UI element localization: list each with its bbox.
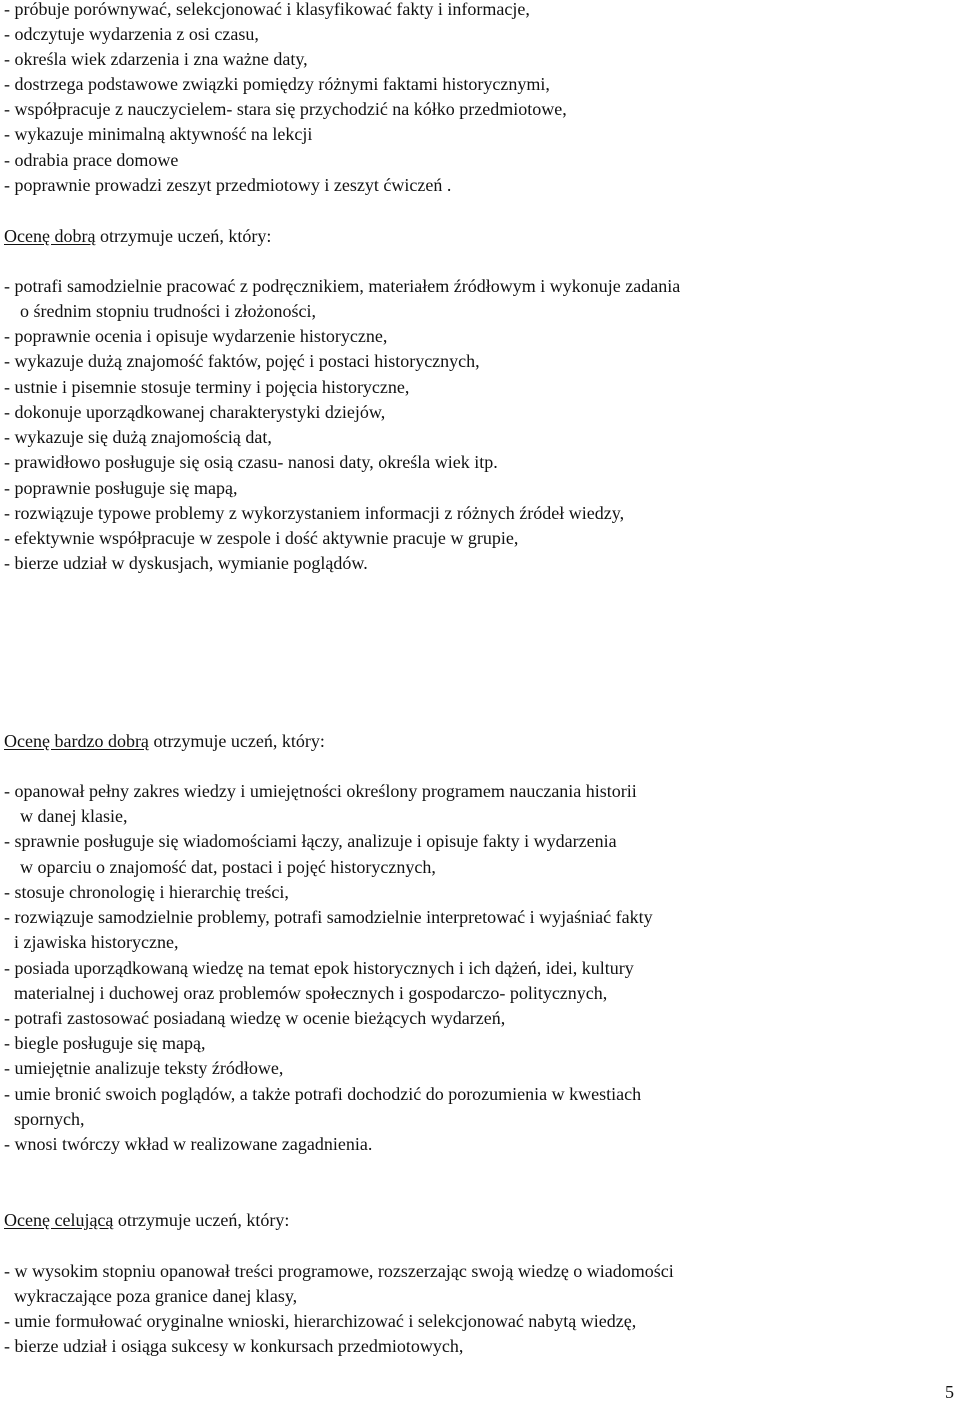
- list-item: - wykazuje dużą znajomość faktów, pojęć i postaci historycznych,: [4, 351, 480, 371]
- list-item: - potrafi samodzielnie pracować z podręcznikiem, materiałem źródłowym i wykonuje zadania: [4, 276, 681, 296]
- list-item-continuation: w oparciu o znajomość dat, postaci i pojęć historycznych,: [20, 857, 436, 877]
- list-item: - w wysokim stopniu opanował treści programowe, rozszerzając swoją wiedzę o wiadomości: [4, 1261, 674, 1281]
- list-item: - próbuje porównywać, selekcjonować i klasyfikować fakty i informacje,: [4, 0, 530, 19]
- list-item: - odrabia prace domowe: [4, 150, 179, 170]
- list-item: - prawidłowo posługuje się osią czasu- nanosi daty, określa wiek itp.: [4, 452, 498, 472]
- list-item: - bierze udział w dyskusjach, wymianie poglądów.: [4, 553, 368, 573]
- list-item: - opanował pełny zakres wiedzy i umiejętności określony programem nauczania historii: [4, 781, 637, 801]
- page-number: 5: [945, 1382, 954, 1402]
- list-item: - odczytuje wydarzenia z osi czasu,: [4, 24, 259, 44]
- list-item-continuation: w danej klasie,: [20, 806, 128, 826]
- list-item: - stosuje chronologię i hierarchię treści,: [4, 882, 289, 902]
- list-item-continuation: wykraczające poza granice danej klasy,: [14, 1286, 298, 1306]
- list-item-continuation: materialnej i duchowej oraz problemów społecznych i gospodarczo- politycznych,: [14, 983, 608, 1003]
- list-item: - poprawnie ocenia i opisuje wydarzenie historyczne,: [4, 326, 388, 346]
- list-item: - umiejętnie analizuje teksty źródłowe,: [4, 1058, 284, 1078]
- list-item: - rozwiązuje typowe problemy z wykorzystaniem informacji z różnych źródeł wiedzy,: [4, 503, 625, 523]
- list-item: - efektywnie współpracuje w zespole i dość aktywnie pracuje w grupie,: [4, 528, 519, 548]
- list-item-continuation: o średnim stopniu trudności i złożoności,: [20, 301, 316, 321]
- list-item: - wnosi twórczy wkład w realizowane zagadnienia.: [4, 1134, 373, 1154]
- list-item: - ustnie i pisemnie stosuje terminy i pojęcia historyczne,: [4, 377, 410, 397]
- heading-rest: otrzymuje uczeń, który:: [95, 226, 272, 246]
- heading-rest: otrzymuje uczeń, który:: [113, 1210, 290, 1230]
- list-item: - posiada uporządkowaną wiedzę na temat epok historycznych i ich dążeń, idei, kultury: [4, 958, 634, 978]
- section-heading-good: [4, 224, 271, 249]
- list-item: - określa wiek zdarzenia i zna ważne daty,: [4, 49, 308, 69]
- list-item: - współpracuje z nauczycielem- stara się przychodzić na kółko przedmiotowe,: [4, 99, 567, 119]
- list-item: - wykazuje się dużą znajomością dat,: [4, 427, 272, 447]
- list-item: - umie formułować oryginalne wnioski, hierarchizować i selekcjonować nabytą wiedzę,: [4, 1311, 637, 1331]
- heading-rest: otrzymuje uczeń, który:: [148, 731, 325, 751]
- list-item: - sprawnie posługuje się wiadomościami łączy, analizuje i opisuje fakty i wydarzenia: [4, 831, 617, 851]
- list-item-continuation: spornych,: [14, 1109, 85, 1129]
- list-item: - poprawnie prowadzi zeszyt przedmiotowy i zeszyt ćwiczeń .: [4, 175, 452, 195]
- grade-label: Ocenę bardzo dobrą: [4, 731, 149, 751]
- grade-label: Ocenę dobrą: [4, 226, 96, 246]
- list-item: - bierze udział i osiąga sukcesy w konkursach przedmiotowych,: [4, 1336, 464, 1356]
- list-item: - rozwiązuje samodzielnie problemy, potrafi samodzielnie interpretować i wyjaśniać fakty: [4, 907, 653, 927]
- section-heading-very-good: [4, 729, 325, 754]
- list-item: - umie bronić swoich poglądów, a także potrafi dochodzić do porozumienia w kwestiach: [4, 1084, 642, 1104]
- section-heading-excellent: [4, 1208, 289, 1233]
- list-item-continuation: i zjawiska historyczne,: [14, 932, 179, 952]
- list-item: - potrafi zastosować posiadaną wiedzę w ocenie bieżących wydarzeń,: [4, 1008, 506, 1028]
- list-item: - dokonuje uporządkowanej charakterystyki dziejów,: [4, 402, 386, 422]
- list-item: - poprawnie posługuje się mapą,: [4, 478, 238, 498]
- list-item: - biegle posługuje się mapą,: [4, 1033, 206, 1053]
- list-item: - wykazuje minimalną aktywność na lekcji: [4, 124, 313, 144]
- grade-label: Ocenę celującą: [4, 1210, 114, 1230]
- list-item: - dostrzega podstawowe związki pomiędzy różnymi faktami historycznymi,: [4, 74, 550, 94]
